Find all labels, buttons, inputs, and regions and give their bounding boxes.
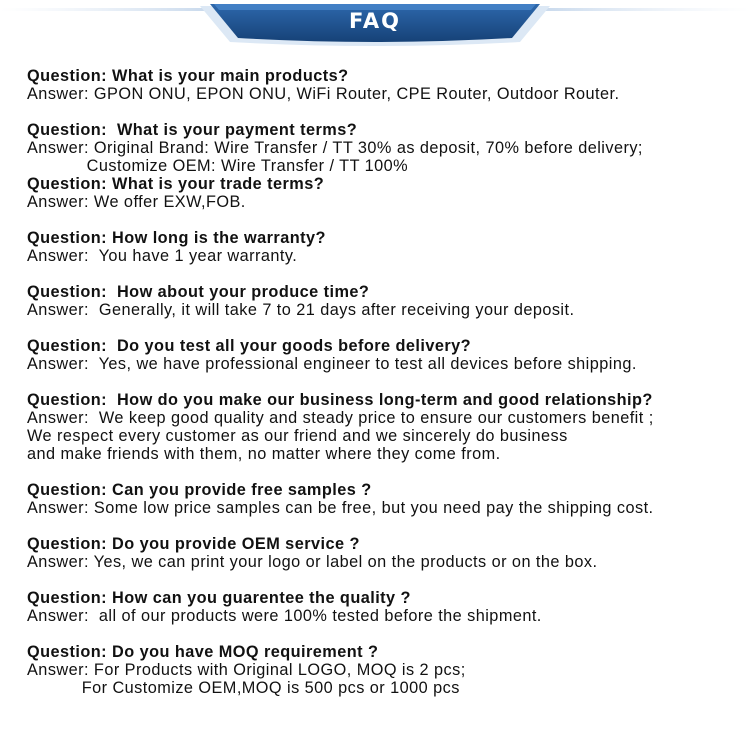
faq-question: Question: How can you guarentee the quality ? xyxy=(27,589,411,607)
faq-question: Question: Can you provide free samples ? xyxy=(27,481,372,499)
faq-answer-continued: Customize OEM: Wire Transfer / TT 100% xyxy=(27,157,409,175)
faq-item xyxy=(27,391,742,481)
faq-question: Question: Do you have MOQ requirement ? xyxy=(27,643,379,661)
faq-answer-continued: For Customize OEM,MOQ is 500 pcs or 1000 pcs xyxy=(27,679,460,697)
faq-item xyxy=(27,643,742,697)
faq-answer: Answer: For Products with Original LOGO, MOQ is 2 pcs; xyxy=(27,661,466,679)
faq-question: Question: What is your payment terms? xyxy=(27,121,358,139)
faq-item xyxy=(27,535,742,589)
faq-list xyxy=(27,67,742,697)
faq-item xyxy=(27,481,742,535)
faq-answer: Answer: Yes, we can print your logo or label on the products or on the box. xyxy=(27,553,598,571)
faq-item xyxy=(27,175,742,229)
faq-answer: Answer: You have 1 year warranty. xyxy=(27,247,298,265)
faq-question: Question: What is your trade terms? xyxy=(27,175,325,193)
faq-answer: Answer: Generally, it will take 7 to 21 days after receiving your deposit. xyxy=(27,301,575,319)
faq-question: Question: Do you provide OEM service ? xyxy=(27,535,360,553)
faq-question: Question: How long is the warranty? xyxy=(27,229,326,247)
faq-question: Question: How do you make our business long-term and good relationship? xyxy=(27,391,653,409)
faq-item xyxy=(27,589,742,643)
faq-question: Question: Do you test all your goods before delivery? xyxy=(27,337,472,355)
faq-answer: Answer: GPON ONU, EPON ONU, WiFi Router, CPE Router, Outdoor Router. xyxy=(27,85,620,103)
faq-question: Question: How about your produce time? xyxy=(27,283,370,301)
faq-item xyxy=(27,283,742,337)
faq-answer: Answer: We offer EXW,FOB. xyxy=(27,193,246,211)
faq-answer-continued: and make friends with them, no matter where they come from. xyxy=(27,445,501,463)
faq-question: Question: What is your main products? xyxy=(27,67,349,85)
faq-item xyxy=(27,337,742,391)
faq-item xyxy=(27,229,742,283)
faq-answer: Answer: We keep good quality and steady price to ensure our customers benefit ; xyxy=(27,409,654,427)
faq-answer: Answer: Some low price samples can be free, but you need pay the shipping cost. xyxy=(27,499,654,517)
faq-answer-continued: We respect every customer as our friend and we sincerely do business xyxy=(27,427,568,445)
banner-title: FAQ xyxy=(348,9,402,33)
faq-answer: Answer: all of our products were 100% tested before the shipment. xyxy=(27,607,542,625)
faq-item xyxy=(27,67,742,121)
faq-banner xyxy=(0,0,750,48)
faq-answer: Answer: Original Brand: Wire Transfer / TT 30% as deposit, 70% before delivery; xyxy=(27,139,643,157)
faq-item xyxy=(27,121,742,175)
faq-answer: Answer: Yes, we have professional engineer to test all devices before shipping. xyxy=(27,355,637,373)
